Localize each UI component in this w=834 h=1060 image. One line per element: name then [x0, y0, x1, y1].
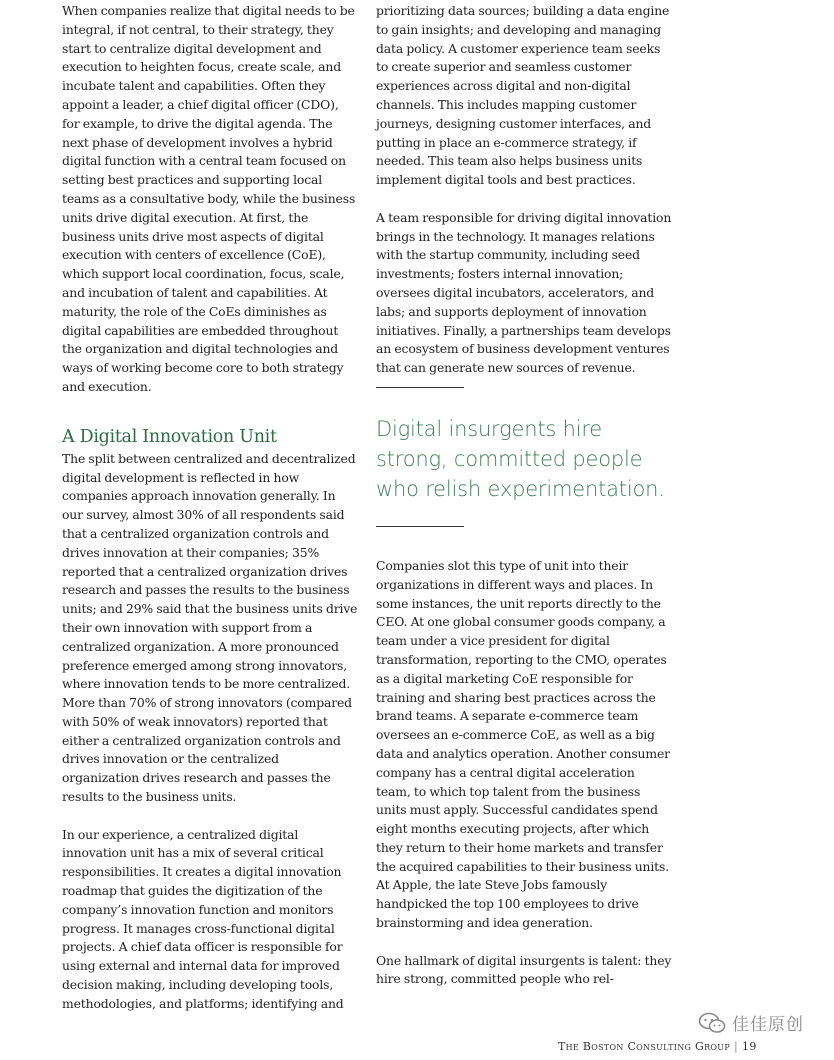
right-column [376, 0, 672, 989]
wechat-icon [698, 1012, 726, 1034]
body-paragraph: One hallmark of digital insurgents is talent: they hire strong, committed people who rel- [376, 952, 672, 987]
body-paragraph: When companies realize that digital needs to be integral, if not central, to their strategy, they start to centralize digital development and execution to heighten focus, create scale, and incubate talent and capabilities. Often they appoint a leader, a chief digital officer (CDO), for example, to drive the digital agenda. The next phase of development involves a hybrid digital function with a central team focused on setting best practices and supporting local teams as a consultative body, while the business units drive digital execution. At first, the business units drive most aspects of digital execution with centers of excellence (CoE), which support local coordination, focus, scale, and incubation of talent and capabilities. At maturity, the role of the CoEs diminishes as digital capabilities are embedded throughout the organization and digital technologies and ways of working become core to both strategy and execution. [62, 3, 356, 394]
pull-quote: Digital insurgents hire strong, committed people who relish experimentation. [376, 416, 665, 501]
watermark [698, 1010, 804, 1035]
section-heading: A Digital Innovation Unit [62, 426, 277, 447]
left-column [62, 0, 358, 1014]
footer-separator: | [734, 1040, 739, 1053]
paragraph-gap [376, 933, 672, 952]
footer-publisher: The Boston Consulting Group [558, 1040, 730, 1053]
pull-quote-top-rule [376, 387, 464, 388]
pull-quote-bottom-rule [376, 526, 464, 527]
body-paragraph: Companies slot this type of unit into their organizations in different ways and places. In some instances, the unit reports directly to the CEO. At one global consumer goods company, a team under a vice president for digital transformation, reporting to the CMO, operates as a digital marketing CoE responsible for training and sharing best practices across the brand teams. A separate e-commerce team oversees an e-commerce CoE, as well as a big data and analytics operation. Another consumer company has a central digital acceleration team, to which top talent from the business units must apply. Successful candidates spend eight months executing projects, after which they return to their home markets and transfer the acquired capabilities to their business units. At Apple, the late Steve Jobs famously handpicked the top 100 employees to drive brainstorming and idea generation. [376, 557, 670, 931]
watermark-text: 佳佳原创 [732, 1015, 804, 1035]
paragraph-gap [376, 190, 672, 209]
page-footer [558, 1040, 757, 1053]
body-paragraph: The split between centralized and decentralized digital development is reflected in how companies approach innovation generally. In our survey, almost 30% of all respondents said that a centralized organization controls and drives innovation at their companies; 35% reported that a centralized organization drives research and passes the results to the business units; and 29% said that the business units drive their own innovation with support from a centralized organization. A more pronounced preference emerged among strong innovators, where innovation tends to be more centralized. More than 70% of strong innovators (compared with 50% of weak innovators) reported that either a centralized organization controls and drives innovation or the centralized organization drives research and passes the results to the business units. [62, 450, 358, 805]
paragraph-gap [62, 807, 358, 826]
body-paragraph: A team responsible for driving digital innovation brings in the technology. It manages relations with the startup community, including seed investments; fosters internal innovation; oversees digital incubators, accelerators, and labs; and supports deployment of innovation initiatives. Finally, a partnerships team develops an ecosystem of business development ventures that can generate new sources of revenue. [376, 209, 672, 376]
body-paragraph: In our experience, a centralized digital innovation unit has a mix of several critical responsibilities. It creates a digital innovation roadmap that guides the digitization of the company’s innovation function and monitors progress. It manages cross-functional digital projects. A chief data officer is responsible for using external and internal data for improved decision making, including developing tools, methodologies, and platforms; identifying and [62, 826, 344, 1011]
page-number: 19 [742, 1040, 757, 1053]
body-paragraph: prioritizing data sources; building a data engine to gain insights; and developing and managing data policy. A customer experience team seeks to create superior and seamless customer experiences across digital and non-digital channels. This includes mapping customer journeys, designing customer interfaces, and putting in place an e-commerce strategy, if needed. This team also helps business units implement digital tools and best practices. [376, 3, 670, 188]
